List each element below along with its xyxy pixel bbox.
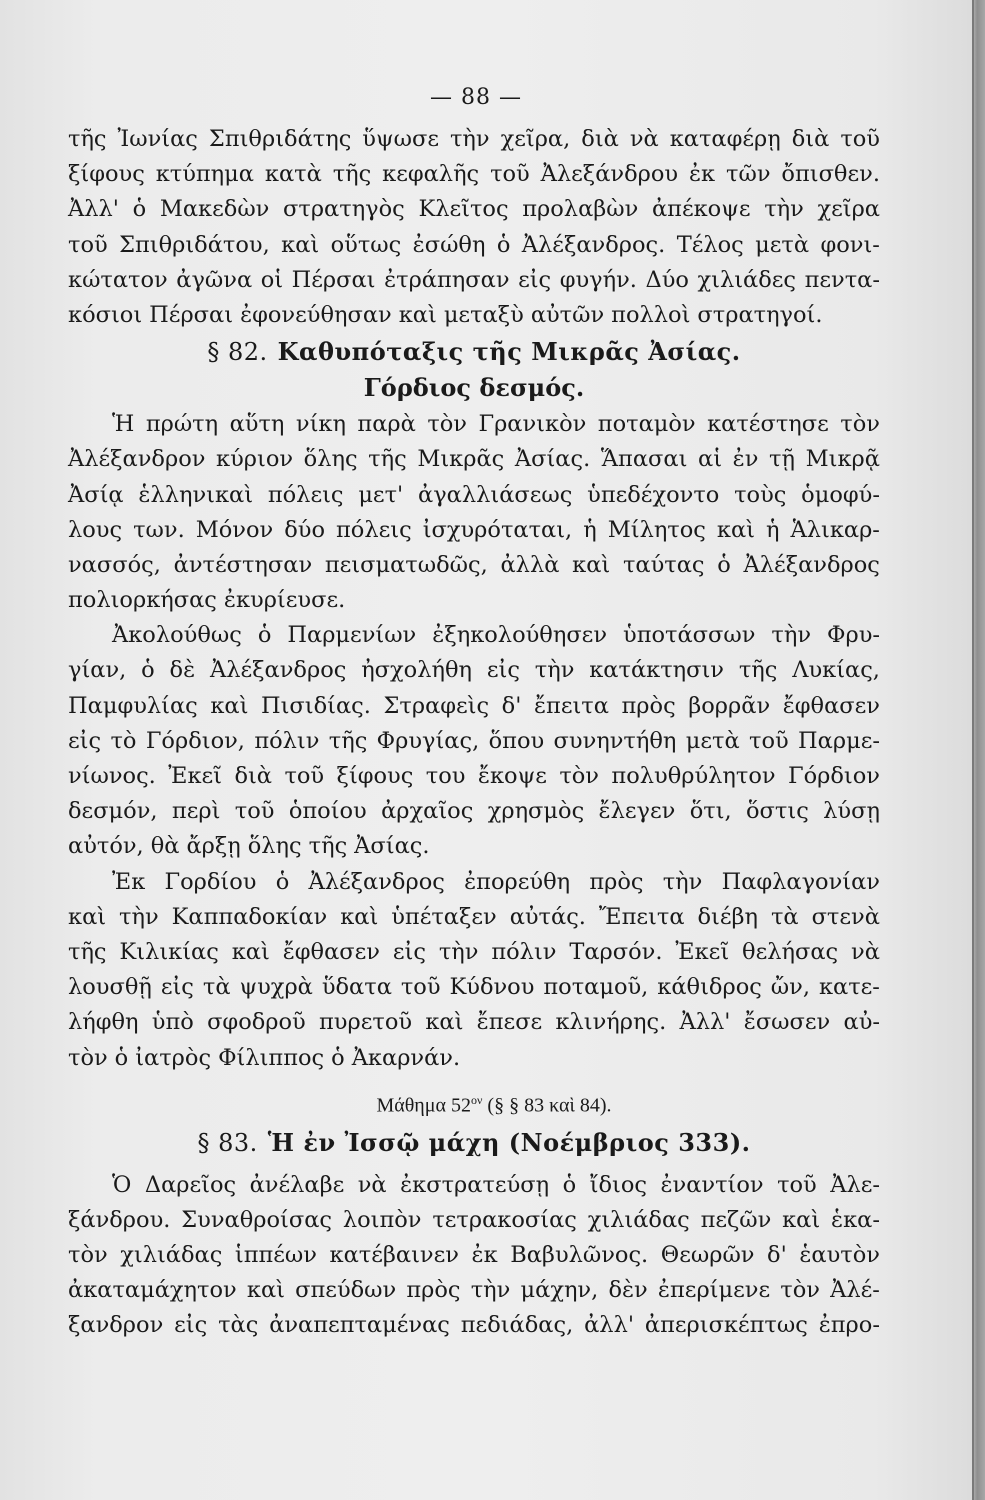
paragraph-3	[68, 618, 880, 864]
text-line: Ἐκ Γορδίου ὁ Ἀλέξανδρος ἐπορεύθη πρὸς τὴν Παφλαγονίαν	[112, 868, 880, 895]
section-82-heading	[68, 333, 880, 371]
text-line: λήφθη ὑπὸ σφοδροῦ πυρετοῦ καὶ ἔπεσε κλινήρης. Ἀλλ' ἔσωσεν αὐ-	[68, 1009, 880, 1036]
section-number: § 82.	[207, 338, 268, 367]
text-line: τῆς Ἰωνίας Σπιθριδάτης ὕψωσε τὴν χεῖρα, διὰ νὰ καταφέρῃ διὰ τοῦ	[68, 126, 880, 152]
paragraph-4	[68, 865, 880, 1076]
text-line: νίωνος. Ἐκεῖ διὰ τοῦ ξίφους του ἔκοψε τὸν πολυθρύλητον Γόρδιον	[68, 763, 880, 789]
section-number: § 83.	[197, 1128, 258, 1157]
text-line: Ἀκολούθως ὁ Παρμενίων ἐξηκολούθησεν ὑποτάσσων τὴν Φρυ-	[112, 622, 880, 649]
text-line: Παμφυλίας καὶ Πισιδίας. Στραφεὶς δ' ἔπειτα πρὸς βορρᾶν ἔφθασεν	[68, 692, 880, 719]
section-82-subtitle: Γόρδιος δεσμός.	[363, 373, 585, 403]
text-line: νασσός, ἀντέστησαν πεισματωδῶς, ἀλλὰ καὶ ταύτας ὁ Ἀλέξανδρος	[68, 551, 880, 578]
text-line: λουσθῇ εἰς τὰ ψυχρὰ ὕδατα τοῦ Κύδνου ποταμοῦ, κάθιδρος ὤν, κατε-	[68, 974, 880, 1001]
text-line: τοῦ Σπιθριδάτου, καὶ οὕτως ἐσώθη ὁ Ἀλέξανδρος. Τέλος μετὰ φονι-	[68, 231, 880, 258]
text-line: ξανδρον εἰς τὰς ἀναπεπταμένας πεδιάδας, ἀλλ' ἀπερισκέπτως ἐπρο-	[68, 1312, 880, 1339]
paragraph-2	[68, 407, 880, 618]
text-line: τὸν ὁ ἰατρὸς Φίλιππος ὁ Ἀκαρνάν.	[68, 1044, 461, 1071]
text-line: τὸν χιλιάδας ἱππέων κατέβαινεν ἐκ Βαβυλῶνος. Θεωρῶν δ' ἑαυτὸν	[68, 1242, 880, 1269]
lesson-superscript: ον	[470, 1092, 483, 1107]
text-line: ἀκαταμάχητον καὶ σπεύδων πρὸς τὴν μάχην, δὲν ἐπερίμενε τὸν Ἀλέ-	[68, 1277, 880, 1304]
text-line: Ἡ πρώτη αὕτη νίκη παρὰ τὸν Γρανικὸν ποταμὸν κατέστησε τὸν	[112, 411, 880, 438]
text-line: τῆς Κιλικίας καὶ ἔφθασεν εἰς τὴν πόλιν Ταρσόν. Ἐκεῖ θελήσας νὰ	[68, 938, 880, 965]
section-title: Καθυπόταξις τῆς Μικρᾶς Ἀσίας.	[277, 337, 741, 367]
lesson-suffix: (§ § 83 καὶ 84).	[482, 1094, 612, 1117]
text-line: πολιορκήσας ἐκυρίευσε.	[68, 587, 346, 614]
section-title: Ἡ ἐν Ἰσσῷ μάχη (Νοέμβριος 333).	[267, 1127, 751, 1157]
page-edge-line	[972, 0, 974, 1500]
paragraph-5	[68, 1168, 880, 1344]
section-83-heading	[68, 1120, 880, 1168]
text-line: ξίφους κτύπημα κατὰ τῆς κεφαλῆς τοῦ Ἀλεξάνδρου ἐκ τῶν ὄπισθεν.	[68, 161, 880, 188]
text-line: Ἀλλ' ὁ Μακεδὼν στρατηγὸς Κλεῖτος προλαβὼν ἀπέκοψε τὴν χεῖρα	[68, 196, 880, 223]
text-line: Ὁ Δαρεῖος ἀνέλαβε νὰ ἐκστρατεύσῃ ὁ ἴδιος ἐναντίον τοῦ Ἀλε-	[112, 1171, 880, 1198]
text-line: αὐτόν, θὰ ἄρξῃ ὅλης τῆς Ἀσίας.	[68, 833, 430, 860]
page-number: — 88 —	[430, 85, 522, 110]
text-line: εἰς τὸ Γόρδιον, πόλιν τῆς Φρυγίας, ὅπου συνηντήθη μετὰ τοῦ Παρμε-	[68, 727, 880, 754]
paragraph-1	[68, 122, 880, 333]
page-body	[68, 78, 880, 1344]
text-line: λους των. Μόνον δύο πόλεις ἰσχυρόταται, ἡ Μίλητος καὶ ἡ Ἁλικαρ-	[68, 516, 880, 543]
text-line: Ἀσίᾳ ἑλληνικαὶ πόλεις μετ' ἀγαλλιάσεως ὑπεδέχοντο τοὺς ὁμοφύ-	[68, 481, 880, 508]
lesson-prefix: Μάθημα 52	[376, 1094, 471, 1117]
text-line: γίαν, ὁ δὲ Ἀλέξανδρος ἠσχολήθη εἰς τὴν κατάκτησιν τῆς Λυκίας,	[68, 657, 880, 684]
lesson-note	[108, 1076, 880, 1120]
text-line: ξάνδρου. Συναθροίσας λοιπὸν τετρακοσίας χιλιάδας πεζῶν καὶ ἑκα-	[68, 1206, 880, 1233]
text-line: Ἀλέξανδρον κύριον ὅλης τῆς Μικρᾶς Ἀσίας. Ἅπασαι αἱ ἐν τῇ Μικρᾷ	[68, 446, 880, 473]
text-line: δεσμόν, περὶ τοῦ ὁποίου ἀρχαῖος χρησμὸς ἔλεγεν ὅτι, ὅστις λύσῃ	[68, 798, 880, 825]
text-line: καὶ τὴν Καππαδοκίαν καὶ ὑπέταξεν αὐτάς. Ἔπειτα διέβη τὰ στενὰ	[68, 903, 880, 930]
text-line: κώτατον ἀγῶνα οἱ Πέρσαι ἐτράπησαν εἰς φυγήν. Δύο χιλιάδες πεντα-	[68, 266, 880, 293]
text-line: κόσιοι Πέρσαι ἐφονεύθησαν καὶ μεταξὺ αὐτῶν πολλοὶ στρατηγοί.	[68, 301, 823, 328]
